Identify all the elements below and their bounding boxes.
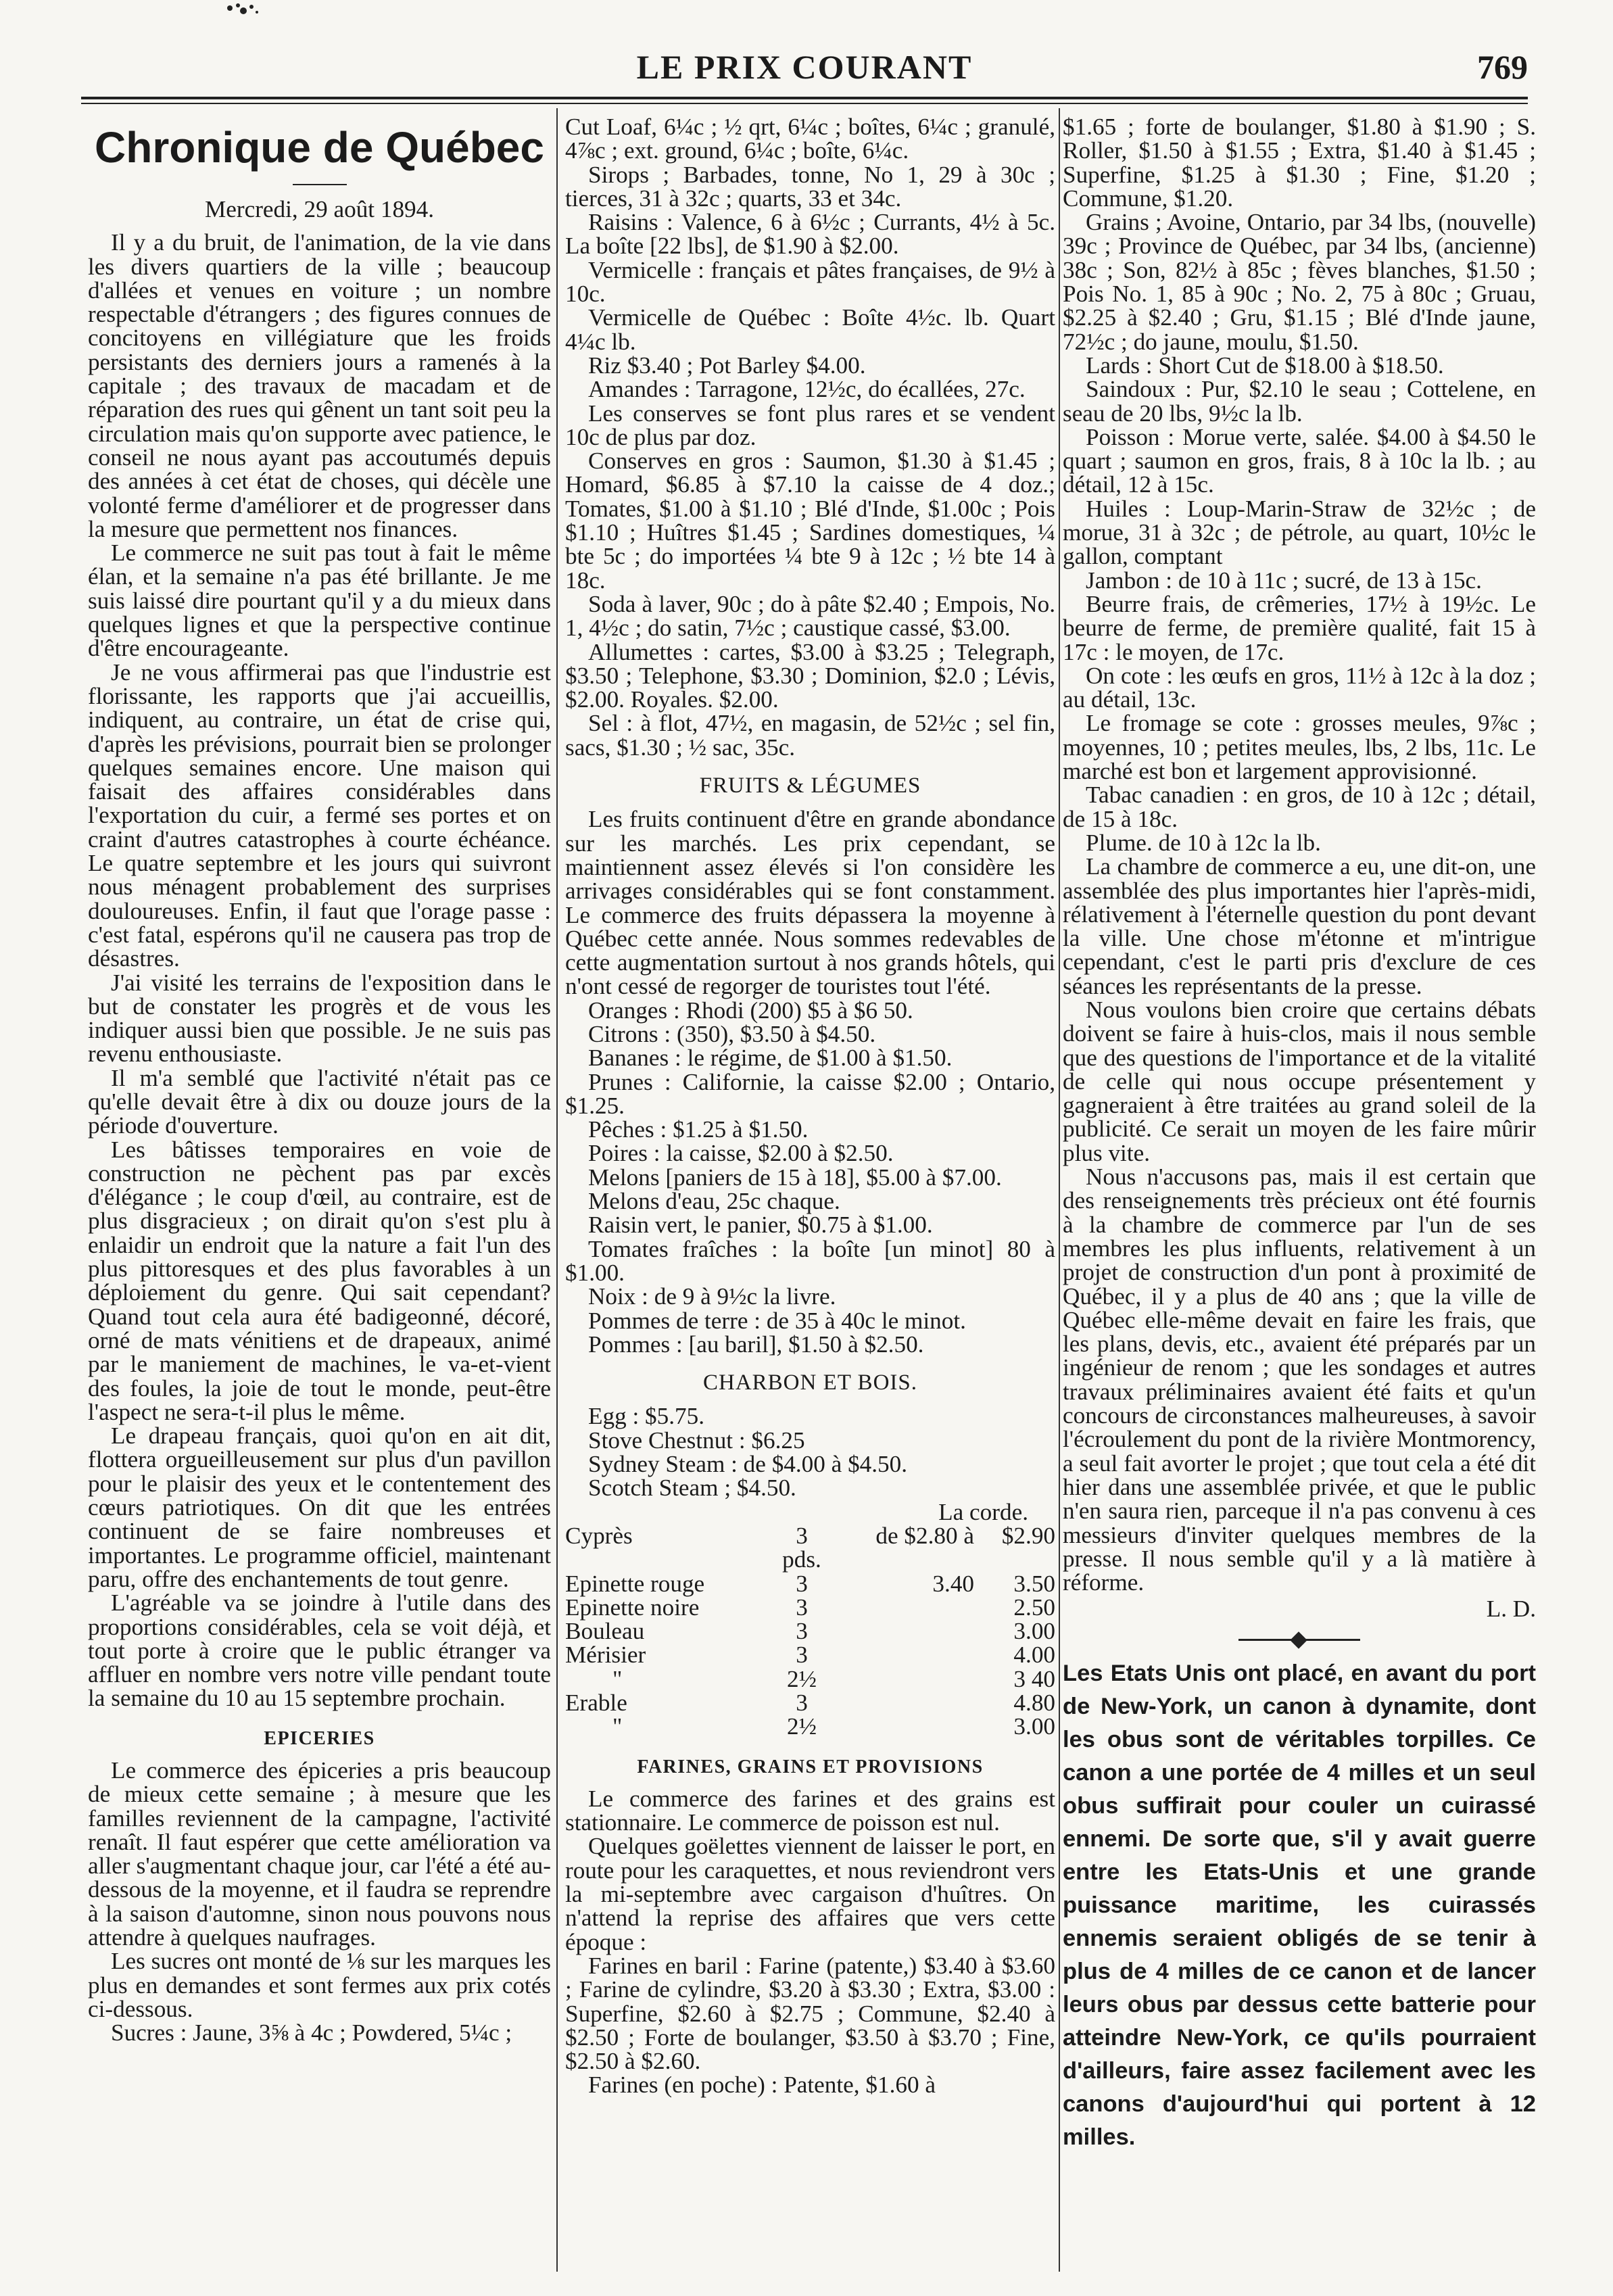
price-line: Oranges : Rhodi (200) $5 à $6 50. xyxy=(588,997,913,1024)
column-divider xyxy=(556,108,558,2272)
wood-qty: 3 xyxy=(796,1618,808,1645)
table-row xyxy=(565,1667,1055,1691)
paragraph: Le drapeau français, quoi qu'on en ait dit, flottera orgueilleusement sur plus d'un pavillon pour le plaisir des yeux et le contentement des cœurs patriotiques. On dit que les entrées continuent de se faire nombreuses et importantes. Le programme officiel, maintenant paru, offre des enchantements de tout genre. xyxy=(88,1422,551,1592)
wood-price-b: 3 40 xyxy=(1013,1665,1055,1692)
wood-qty: 3 xyxy=(796,1570,808,1597)
table-row xyxy=(565,1596,1055,1619)
wood-price-b: 4.00 xyxy=(1013,1642,1055,1669)
header-rule-thin xyxy=(81,103,1528,104)
wood-name: Epinette noire xyxy=(565,1594,700,1621)
paragraph: Quelques goëlettes viennent de laisser le port, en route pour les caraquettes, et nous reviendront vers la mi-septembre avec cargaison d'huîtres. On n'attend la reprise des affaires que vers cette époque : xyxy=(565,1833,1055,1955)
wood-price-a xyxy=(825,1596,974,1619)
price-line: Pêches : $1.25 à $1.50. xyxy=(588,1116,809,1143)
price-line: Raisin vert, le panier, $0.75 à $1.00. xyxy=(588,1212,933,1239)
price-line: Pommes : [au baril], $1.50 à $2.50. xyxy=(588,1331,924,1358)
article-title: Chronique de Québec xyxy=(95,123,544,172)
signature: L. D. xyxy=(1486,1596,1536,1623)
price-line: Scotch Steam ; $4.50. xyxy=(588,1475,796,1502)
wood-name: " xyxy=(612,1665,623,1692)
section-heading-epiceries: EPICERIES xyxy=(264,1727,375,1749)
price-line: Sirops ; Barbades, tonne, No 1, 29 à 30c ; tierces, 31 à 32c ; quarts, 33 et 34c. xyxy=(565,161,1055,212)
wood-price-a xyxy=(825,1619,974,1643)
paragraph: Il m'a semblé que l'activité n'était pas ce qu'elle devait être à dix ou douze jours de la période d'ouverture. xyxy=(88,1064,551,1139)
wood-name: Mérisier xyxy=(565,1642,646,1669)
price-line: Tabac canadien : en gros, de 10 à 12c ; détail, de 15 à 18c. xyxy=(1063,782,1536,832)
paragraph: L'agréable va se joindre à l'utile dans des proportions considérables, cela se voit déjà, et tout porte à croire que le public étranger va affluer en nombre vers notre ville pendant toute la semaine du 10 au 15 septembre prochain. xyxy=(88,1589,551,1712)
price-line: Grains ; Avoine, Ontario, par 34 lbs, (nouvelle) 39c ; Province de Québec, par 34 lbs, (ancienne) 38c ; Son, 82½ à 85c ; fèves blanches, $1.50 ; Pois No. 1, 85 à 90c ; No. 2, 75 à 80c ; Gruau, $2.25 à $2.40 ; Gru, $1.15 ; Blé d'Inde jaune, 72½c ; do jaune, moulu, $1.50. xyxy=(1063,209,1536,355)
price-line: Prunes : Californie, la caisse $2.00 ; Ontario, $1.25. xyxy=(565,1068,1055,1119)
column-1 xyxy=(88,115,551,2272)
wood-price-b: 3.50 xyxy=(1013,1570,1055,1597)
wood-price-b: 2.50 xyxy=(1013,1594,1055,1621)
section-heading-charbon: CHARBON ET BOIS. xyxy=(702,1370,917,1395)
price-line: Bananes : le régime, de $1.00 à $1.50. xyxy=(588,1045,953,1072)
header-rule xyxy=(81,97,1528,99)
ink-flecks xyxy=(203,0,284,20)
price-line: Tomates fraîches : la boîte [un minot] 80 à $1.00. xyxy=(565,1235,1055,1286)
section-heading-fruits: FRUITS & LÉGUMES xyxy=(699,773,921,798)
price-line: Sydney Steam : de $4.00 à $4.50. xyxy=(588,1451,908,1478)
price-line: Vermicelle de Québec : Boîte 4½c. lb. Quart 4¼c lb. xyxy=(565,304,1055,355)
wood-qty: 3 pds. xyxy=(782,1522,821,1573)
table-row xyxy=(565,1524,1055,1572)
price-line: Raisins : Valence, 6 à 6½c ; Currants, 4½ à 5c. La boîte [22 lbs], de $1.90 à $2.00. xyxy=(565,209,1055,260)
page-header xyxy=(81,47,1528,95)
wood-price-a: de $2.80 à xyxy=(875,1522,974,1549)
wood-price-a xyxy=(825,1643,974,1667)
price-line: Conserves en gros : Saumon, $1.30 à $1.45 ; Homard, $6.85 à $7.10 la caisse de 4 doz.; Tomates, $1.00 à $1.10 ; Blé d'Inde, $1.00c ; Pois $1.10 ; Huîtres $1.45 ; Sardines domestiques, ¼ bte 5c ; do importées ¼ bte 9 à 12c ; ½ bte 14 à 18c. xyxy=(565,448,1055,594)
wood-name: " xyxy=(612,1713,623,1740)
price-line: Farines en baril : Farine (patente,) $3.40 à $3.60 ; Farine de cylindre, $3.20 à $3.30 ; Extra, $3.00 : Superfine, $2.60 à $2.75 ; Commune, $2.40 à $2.50 ; Forte de boulanger, $3.50 à $3.70 ; Fine, $2.50 à $2.60. xyxy=(565,1952,1055,2075)
paragraph: La chambre de commerce a eu, une dit-on, une assemblée des plus importantes hier l'après-midi, rélativement à l'éternelle question du pont devant la ville. Une chose m'étonne et m'intrigue cependant, c'est le parti pris d'exclure de ces séances les représentants de la presse. xyxy=(1063,853,1536,999)
price-line: Huiles : Loup-Marin-Straw de 32½c ; de morue, 31 à 32c ; de pétrole, au quart, 10½c le gallon, comptant xyxy=(1063,495,1536,570)
price-line: Amandes : Tarragone, 12½c, do écallées, 27c. xyxy=(588,376,1026,403)
price-line: Sucres : Jaune, 3⅝ à 4c ; Powdered, 5¼c ; xyxy=(111,2019,512,2047)
table-row xyxy=(565,1691,1055,1715)
wood-qty: 3 xyxy=(796,1642,808,1669)
paragraph: Les fruits continuent d'être en grande abondance sur les marchés. Les prix cependant, se maintiennent assez élevés si l'on considère les arrivages considérables qui se font constamment. Le commerce des fruits dépassera la moyenne à Québec cette année. Nous sommes redevables de cette augmentation surtout à nos grands hôtels, qui n'ont cessé de regorger de touristes tout l'été. xyxy=(565,806,1055,1000)
column-divider xyxy=(1059,108,1060,2272)
table-row xyxy=(565,1572,1055,1596)
paragraph: Je ne vous affirmerai pas que l'industrie est florissante, les rapports que j'ai accueillis, indiquent, au contraire, un état de crise qui, d'après les prévisions, pourrait bien se prolonger quelques semaines encore. Une maison qui faisait des affaires considérables dans l'exportation du cuir, a fermé ses portes et on craint d'autres catastrophes à courte échéance. Le quatre septembre et les jours qui suivront nous ménagent probablement des surprises douloureuses. Enfin, il faut que l'orage passe : c'est fatal, espérons qu'il ne causera pas trop de désastres. xyxy=(88,659,551,972)
price-line: Poisson : Morue verte, salée. $4.00 à $4.50 le quart ; saumon en gros, frais, 8 à 10c la lb. ; au détail, 12 à 15c. xyxy=(1063,423,1536,498)
price-line: Poires : la caisse, $2.00 à $2.50. xyxy=(588,1140,894,1167)
paragraph: Il y a du bruit, de l'animation, de la vie dans les divers quartiers de la ville ; beaucoup d'allées et venues en voiture ; un nombre respectable d'étrangers ; des figures connues de concitoyens en villégiature que les froids persistants des derniers jours a ramenés à la capitale ; des travaux de macadam et de réparation des rues qui gênent un tant soit peu la circulation mais qu'on supporte avec patience, le conseil ne nous ayant pas accoutumés depuis des années à cet état de choses, qui décèle une volonté ferme d'améliorer et de progresser dans la mesure que permettent nos finances. xyxy=(88,229,551,542)
ornamental-divider xyxy=(1238,1639,1360,1641)
wood-price-a xyxy=(825,1715,974,1738)
price-line: Beurre frais, de crêmeries, 17½ à 19½c. Le beurre de ferme, de première qualité, fait 15 à 17c : le moyen, de 17c. xyxy=(1063,590,1536,665)
price-line: Pommes de terre : de 35 à 40c le minot. xyxy=(588,1307,966,1334)
price-line: Vermicelle : français et pâtes françaises, de 9½ à 10c. xyxy=(565,256,1055,308)
paragraph: Le commerce ne suit pas tout à fait le même élan, et la semaine n'a pas été brillante. Je me suis laissé dire pourtant qu'il y a du mieux dans quelques lignes et que la perspective continue d'être encourageante. xyxy=(88,540,551,662)
paragraph: Les bâtisses temporaires en voie de construction ne pèchent pas par excès d'élégance ; le coup d'œil, au contraire, est de plus disgracieux ; on dirait qu'on s'est plu à enlaidir un endroit que la nature a fait l'un des plus pittoresques et des plus favorables à un déploiement du genre. Qui sait cependant? Quand tout cela aura été badigeonné, décoré, orné de mats vénitiens et de drapeaux, animé par le maniement de machines, le va-et-vient des foules, la joie de tout le monde, peut-être l'aspect ne sera-t-il plus le même. xyxy=(88,1136,551,1425)
price-line: Plume. de 10 à 12c la lb. xyxy=(1086,829,1321,856)
wood-name: Epinette rouge xyxy=(565,1570,705,1597)
price-line: Sel : à flot, 47½, en magasin, de 52½c ; sel fin, sacs, $1.30 ; ½ sac, 35c. xyxy=(565,710,1055,761)
price-line: Farines (en poche) : Patente, $1.60 à xyxy=(588,2072,936,2099)
price-line: Lards : Short Cut de $18.00 à $18.50. xyxy=(1086,352,1444,379)
price-line: Riz $3.40 ; Pot Barley $4.00. xyxy=(588,352,866,379)
wood-qty: 3 xyxy=(796,1690,808,1716)
column-2 xyxy=(565,115,1055,2272)
section-heading-farines: FARINES, GRAINS ET PROVISIONS xyxy=(637,1756,984,1777)
wood-name: Bouleau xyxy=(565,1618,645,1645)
wood-name: Erable xyxy=(565,1690,627,1716)
wood-price-b: $2.90 xyxy=(1001,1522,1055,1549)
column-3 xyxy=(1063,115,1536,2272)
dateline: Mercredi, 29 août 1894. xyxy=(204,196,435,222)
price-line: Soda à laver, 90c ; do à pâte $2.40 ; Empois, No. 1, 4½c ; do satin, 7½c ; caustique cassé, $3.00. xyxy=(565,590,1055,642)
price-line: Egg : $5.75. xyxy=(588,1403,705,1430)
price-line: Noix : de 9 à 9½c la livre. xyxy=(588,1283,836,1310)
paragraph: Nous voulons bien croire que certains débats doivent se faire à huis-clos, mais il nous semble que des questions de l'importance et de la vitalité de celle qui nous occupe présentement y gagneraient à être traitées au grand soleil de la publicité. Ce serait un moyen de les faire mûrir plus vite. xyxy=(1063,996,1536,1166)
wood-price-a xyxy=(825,1691,974,1715)
corde-label: La corde. xyxy=(938,1498,1028,1525)
wood-price-b: 4.80 xyxy=(1013,1690,1055,1716)
price-line: Melons d'eau, 25c chaque. xyxy=(588,1188,840,1215)
price-line: Cut Loaf, 6¼c ; ½ qrt, 6¼c ; boîtes, 6¼c ; granulé, 4⅞c ; ext. ground, 6¼c ; boîte, 6¼c. xyxy=(565,115,1055,164)
wood-price-a xyxy=(825,1667,974,1691)
paragraph: Le commerce des épiceries a pris beaucoup de mieux cette semaine ; à mesure que les familles reviennent de la campagne, l'activité renaît. Il faut espérer que cette amélioration va aller s'augmentant chaque jour, car l'été a été au-dessous de la moyenne, et il faudra se reprendre à la saison d'automne, sinon nous pouvons nous attendre à quelques naufrages. xyxy=(88,1757,551,1951)
table-row xyxy=(565,1643,1055,1667)
price-line: Citrons : (350), $3.50 à $4.50. xyxy=(588,1020,876,1047)
paragraph: Le commerce des farines et des grains est stationnaire. Le commerce de poisson est nul. xyxy=(565,1785,1055,1836)
price-line: Stove Chestnut : $6.25 xyxy=(588,1427,805,1454)
wood-qty: 3 xyxy=(796,1594,808,1621)
price-line: Le fromage se cote : grosses meules, 9⅞c ; moyennes, 10 ; petites meules, lbs, 2 lbs, 11c. Le marché est bon et largement approvisionné. xyxy=(1063,710,1536,785)
price-line: Jambon : de 10 à 11c ; sucré, de 13 à 15c. xyxy=(1086,567,1482,594)
price-line: Allumettes : cartes, $3.00 à $3.25 ; Telegraph, $3.50 ; Telephone, $3.30 ; Dominion, $2.0 ; Lévis, $2.00. Royales. $2.00. xyxy=(565,638,1055,713)
title-dash xyxy=(293,184,347,185)
wood-qty: 2½ xyxy=(787,1665,817,1692)
paragraph: Les sucres ont monté de ⅛ sur les marques les plus en demandes et sont fermes aux prix cotés ci-dessous. xyxy=(88,1948,551,2022)
paragraph: Les conserves se font plus rares et se vendent 10c de plus par doz. xyxy=(565,400,1055,450)
paragraph: Nous n'accusons pas, mais il est certain que des renseignements très précieux ont été fournis à la chambre de commerce par l'un de ses membres les plus influents, relativement à un projet de construction d'un pont à proximité de Québec, il y a plus de 40 ans ; que la ville de Québec elle-même devait en faire les frais, que les plans, devis, etc., avaient été préparés par un ingénieur de renom ; que les sondages et autres travaux préliminaires avaient été faits et qu'un concours de circonstances malheureuses, à savoir l'écroulement du pont de la rivière Montmorency, a seul fait avorter le projet ; que tout cela a été dit hier dans une assemblée privée, et que le public n'en saura rien, parceque il n'a pas convenu à ces messieurs d'inviter quelques membres de la presse. Il nous semble qu'il y a là matière à réforme. xyxy=(1063,1164,1536,1596)
price-line: Saindoux : Pur, $2.10 le seau ; Cottelene, en seau de 20 lbs, 9½c la lb. xyxy=(1063,376,1536,427)
price-line: Melons [paniers de 15 à 18], $5.00 à $7.00. xyxy=(588,1164,1002,1191)
wood-price-b: 3.00 xyxy=(1013,1618,1055,1645)
price-line: On cote : les œufs en gros, 11½ à 12c à la doz ; au détail, 13c. xyxy=(1063,662,1536,713)
wood-price-a: 3.40 xyxy=(932,1570,974,1597)
dynamite-cannon-notice: Les Etats Unis ont placé, en avant du port de New-York, un canon à dynamite, dont les obus sont de véritables torpilles. Ce canon a une portée de 4 milles et un seul obus suffirait pour couler un cuirassé ennemi. De sorte que, s'il y avait guerre entre les Etats-Unis et une grande puissance maritime, les cuirassés ennemis seraient obligés de se tenir à plus de 4 milles de ce canon et de lancer leurs obus par dessus cette batterie pour atteindre New-York, ce qu'ils pourraient d'ailleurs, faire assez facilement avec les canons d'aujourd'hui qui portent à 12 milles. xyxy=(1063,1660,1536,2150)
price-line: $1.65 ; forte de boulanger, $1.80 à $1.90 ; S. Roller, $1.50 à $1.55 ; Extra, $1.40 à $1.45 ; Superfine, $1.25 à $1.30 ; Fine, $1.20 ; Commune, $1.20. xyxy=(1063,115,1536,212)
wood-qty: 2½ xyxy=(787,1713,817,1740)
page-number: 769 xyxy=(1477,48,1528,86)
table-row xyxy=(565,1619,1055,1643)
wood-name: Cyprès xyxy=(565,1522,633,1549)
journal-title: LE PRIX COURANT xyxy=(636,48,973,86)
paragraph: J'ai visité les terrains de l'exposition dans le but de constater les progrès et de vous les indiquer aussi bien que possible. Je ne suis pas revenu enthousiaste. xyxy=(88,969,551,1068)
wood-price-b: 3.00 xyxy=(1013,1713,1055,1740)
table-row xyxy=(565,1715,1055,1738)
wood-price-table xyxy=(565,1524,1055,1739)
